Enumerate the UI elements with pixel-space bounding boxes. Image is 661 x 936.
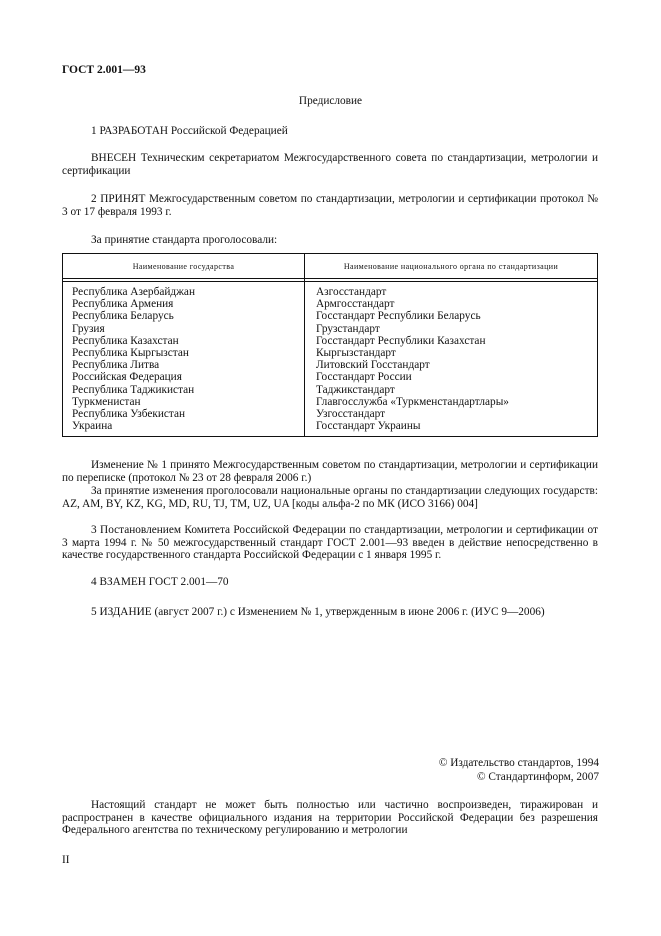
table-cell-state: Республика Азербайджан xyxy=(72,286,195,298)
table-cell-state: Республика Таджикистан xyxy=(72,383,195,396)
table-cell-body: Госстандарт России xyxy=(316,371,412,384)
table-header-divider-second xyxy=(63,281,597,282)
table-header-divider xyxy=(63,278,597,279)
table-cell-body: Госстандарт Украины xyxy=(316,420,421,433)
table-cell-body: Узгосстандарт xyxy=(316,408,386,421)
reproduction-notice: Настоящий стандарт не может быть полностью или частично воспроизведен, тиражирован и распространен в качестве официального издания на территории Российской Федерации без разрешения Федерального агентства по техническому регулированию и метрологии xyxy=(62,799,598,837)
table-cell-body: Госстандарт Республики Беларусь xyxy=(316,310,481,323)
section-title: Предисловие xyxy=(298,95,363,107)
voting-table xyxy=(62,253,598,437)
table-header-state: Наименование государства xyxy=(132,262,235,271)
document-code: ГОСТ 2.001—93 xyxy=(62,64,146,76)
table-cell-body: Главгосслужба «Туркменстандартлары» xyxy=(316,395,509,408)
table-cell-state: Республика Беларусь xyxy=(72,310,174,323)
table-cell-body: Армгосстандарт xyxy=(316,298,395,311)
table-header-body: Наименование национального органа по стандартизации xyxy=(343,262,559,271)
table-cell-body: Грузстандарт xyxy=(316,322,380,335)
table-cell-state: Украина xyxy=(72,420,113,433)
table-cell-state: Грузия xyxy=(72,322,105,335)
table-cell-state: Республика Казахстан xyxy=(72,334,179,347)
table-cell-body: Азгосстандарт xyxy=(316,286,387,298)
paragraph-introduced: ВНЕСЕН Техническим секретариатом Межгосударственного совета по стандартизации, метрологии и сертификации xyxy=(62,152,598,177)
table-cell-state: Республика Узбекистан xyxy=(72,408,186,421)
bodies-column xyxy=(316,286,509,432)
page-number: II xyxy=(62,854,70,866)
table-cell-body: Госстандарт Республики Казахстан xyxy=(316,334,486,347)
table-cell-state: Республика Армения xyxy=(72,298,174,311)
table-cell-state: Российская Федерация xyxy=(72,371,182,384)
paragraph-amendment-vote: За принятие изменения проголосовали национальные органы по стандартизации следующих государств: AZ, AM, BY, KZ, KG, MD, RU, TJ, TM, UZ, UA [коды альфа-2 по МК (ИСО 3166) 004] xyxy=(62,485,598,510)
table-cell-body: Кыргызстандарт xyxy=(316,347,396,360)
paragraph-voted: За принятие стандарта проголосовали: xyxy=(91,234,278,246)
paragraph-replaces: 4 ВЗАМЕН ГОСТ 2.001—70 xyxy=(91,576,229,588)
copyright-line-1: © Издательство стандартов, 1994 xyxy=(438,757,599,769)
paragraph-enacted: 3 Постановлением Комитета Российской Федерации по стандартизации, метрологии и сертификации от 3 марта 1994 г. № 50 межгосударственный стандарт ГОСТ 2.001—93 введен в действие непосредственно в качестве государственного стандарта Российской Федерации с 1 января 1995 г. xyxy=(62,524,598,562)
table-cell-state: Республика Кыргызстан xyxy=(72,347,189,360)
table-cell-state: Республика Литва xyxy=(72,359,160,372)
table-cell-state: Туркменистан xyxy=(72,395,141,408)
table-cell-body: Таджикстандарт xyxy=(316,383,395,396)
paragraph-adopted: 2 ПРИНЯТ Межгосударственным советом по стандартизации, метрологии и сертификации протокол № 3 от 17 февраля 1993 г. xyxy=(62,193,598,218)
states-column xyxy=(72,286,195,432)
paragraph-amendment: Изменение № 1 принято Межгосударственным советом по стандартизации, метрологии и сертификации по переписке (протокол № 23 от 28 февраля 2006 г.) xyxy=(62,459,598,484)
paragraph-edition: 5 ИЗДАНИЕ (август 2007 г.) с Изменением № 1, утвержденным в июне 2006 г. (ИУС 9—2006) xyxy=(91,606,545,618)
paragraph-developed: 1 РАЗРАБОТАН Российской Федерацией xyxy=(91,125,288,137)
table-cell-body: Литовский Госстандарт xyxy=(316,359,430,372)
copyright-line-2: © Стандартинформ, 2007 xyxy=(476,771,599,783)
